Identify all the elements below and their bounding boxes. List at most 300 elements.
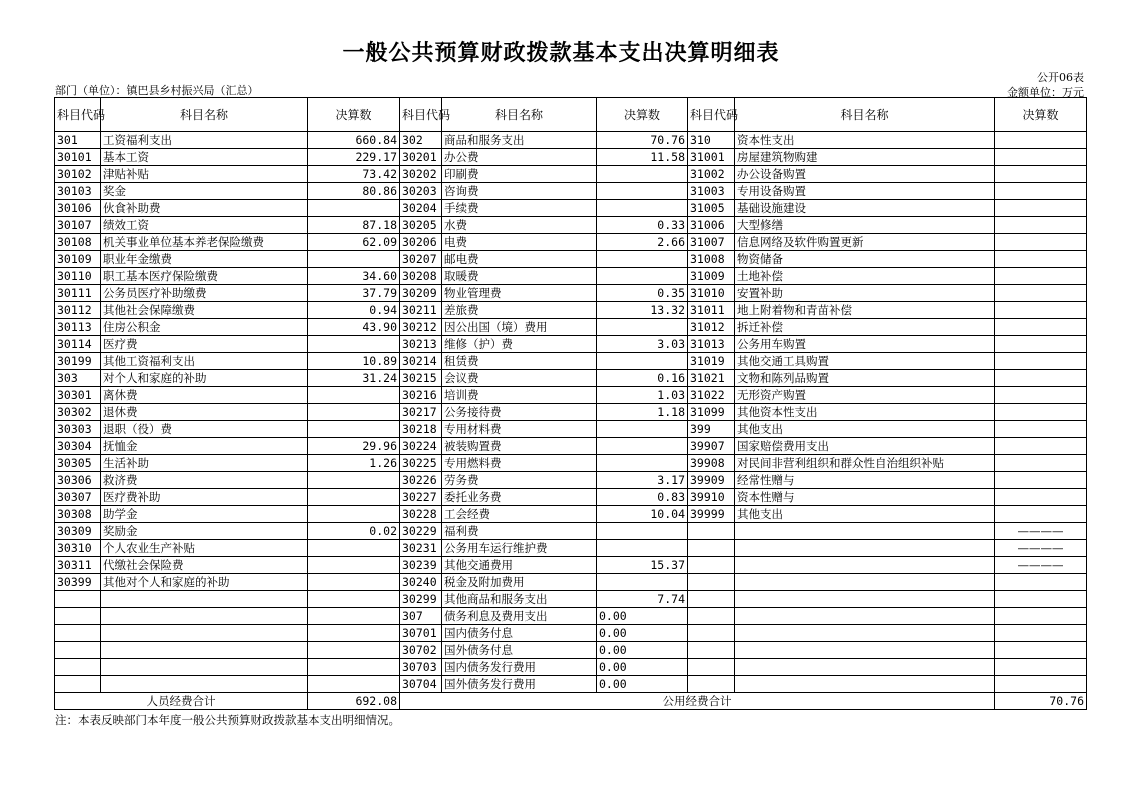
row-name-1: 奖金	[101, 183, 308, 200]
row-name-1: 个人农业生产补贴	[101, 540, 308, 557]
row-name-3: 资本性赠与	[735, 489, 995, 506]
row-amount-2: 7.74	[597, 591, 688, 608]
row-code-3: 39999	[688, 506, 735, 523]
row-name-3: 专用设备购置	[735, 183, 995, 200]
row-code-2: 30224	[400, 438, 442, 455]
row-name-1: 其他对个人和家庭的补助	[101, 574, 308, 591]
row-amount-2	[597, 183, 688, 200]
row-name-3: 物资储备	[735, 251, 995, 268]
row-amount-2	[597, 251, 688, 268]
row-name-3	[735, 557, 995, 574]
row-amount-3	[995, 472, 1087, 489]
table-row	[55, 217, 1087, 234]
row-name-3: 房屋建筑物购建	[735, 149, 995, 166]
row-code-3: 31002	[688, 166, 735, 183]
header-name-3: 科目名称	[735, 98, 995, 132]
row-code-3	[688, 608, 735, 625]
row-name-3: 资本性支出	[735, 132, 995, 149]
table-row	[55, 132, 1087, 149]
row-name-3: 国家赔偿费用支出	[735, 438, 995, 455]
row-code-3: 39908	[688, 455, 735, 472]
row-code-1: 30304	[55, 438, 101, 455]
table-row	[55, 591, 1087, 608]
row-amount-2: 2.66	[597, 234, 688, 251]
row-amount-3	[995, 251, 1087, 268]
row-code-1: 30307	[55, 489, 101, 506]
header-name-2: 科目名称	[442, 98, 597, 132]
row-code-1	[55, 608, 101, 625]
row-code-1: 30111	[55, 285, 101, 302]
row-name-1: 其他工资福利支出	[101, 353, 308, 370]
row-code-1: 30106	[55, 200, 101, 217]
row-name-3	[735, 591, 995, 608]
row-code-3	[688, 540, 735, 557]
row-code-1: 30306	[55, 472, 101, 489]
row-code-3	[688, 574, 735, 591]
table-row	[55, 149, 1087, 166]
row-name-2: 差旅费	[442, 302, 597, 319]
row-code-1	[55, 659, 101, 676]
row-amount-2: 15.37	[597, 557, 688, 574]
row-amount-3	[995, 438, 1087, 455]
row-name-1: 对个人和家庭的补助	[101, 370, 308, 387]
row-name-2: 会议费	[442, 370, 597, 387]
row-code-1: 30399	[55, 574, 101, 591]
row-name-2: 物业管理费	[442, 285, 597, 302]
row-name-2: 商品和服务支出	[442, 132, 597, 149]
row-code-1: 30114	[55, 336, 101, 353]
row-code-3: 39907	[688, 438, 735, 455]
row-name-2: 因公出国（境）费用	[442, 319, 597, 336]
row-amount-1: 80.86	[308, 183, 400, 200]
row-amount-1: 34.60	[308, 268, 400, 285]
row-name-1: 退职（役）费	[101, 421, 308, 438]
row-code-1	[55, 642, 101, 659]
row-amount-2	[597, 200, 688, 217]
row-name-3: 公务用车购置	[735, 336, 995, 353]
row-name-1: 伙食补助费	[101, 200, 308, 217]
row-amount-1	[308, 421, 400, 438]
table-row	[55, 625, 1087, 642]
row-name-1: 代缴社会保险费	[101, 557, 308, 574]
row-code-3: 31001	[688, 149, 735, 166]
table-row	[55, 455, 1087, 472]
table-row	[55, 319, 1087, 336]
row-amount-2	[597, 523, 688, 540]
public-total-label: 公用经费合计	[400, 693, 995, 710]
row-name-2: 咨询费	[442, 183, 597, 200]
table-row	[55, 251, 1087, 268]
table-row	[55, 676, 1087, 693]
row-name-1	[101, 659, 308, 676]
row-code-3	[688, 557, 735, 574]
table-row	[55, 659, 1087, 676]
row-amount-2	[597, 421, 688, 438]
row-amount-3: ————	[995, 523, 1087, 540]
header-code-3: 科目代码	[688, 98, 735, 132]
row-code-3: 31022	[688, 387, 735, 404]
row-amount-1: 62.09	[308, 234, 400, 251]
row-code-3: 31010	[688, 285, 735, 302]
row-name-1: 医疗费补助	[101, 489, 308, 506]
row-name-1: 职工基本医疗保险缴费	[101, 268, 308, 285]
row-amount-2: 0.35	[597, 285, 688, 302]
row-amount-1: 87.18	[308, 217, 400, 234]
row-code-3: 31003	[688, 183, 735, 200]
row-code-1	[55, 591, 101, 608]
row-amount-2	[597, 319, 688, 336]
row-name-3: 地上附着物和青苗补偿	[735, 302, 995, 319]
row-code-3	[688, 659, 735, 676]
row-code-1	[55, 676, 101, 693]
personnel-total-value: 692.08	[308, 693, 400, 710]
row-name-3	[735, 625, 995, 642]
row-amount-1	[308, 200, 400, 217]
row-code-3	[688, 523, 735, 540]
row-amount-1	[308, 387, 400, 404]
row-code-1: 30309	[55, 523, 101, 540]
row-name-1	[101, 625, 308, 642]
row-name-3: 土地补偿	[735, 268, 995, 285]
row-amount-1	[308, 540, 400, 557]
page-title: 一般公共预算财政拨款基本支出决算明细表	[342, 40, 780, 66]
row-code-2: 30239	[400, 557, 442, 574]
row-code-3: 31011	[688, 302, 735, 319]
row-amount-3	[995, 591, 1087, 608]
row-code-1: 30108	[55, 234, 101, 251]
row-code-3	[688, 591, 735, 608]
row-code-1: 30107	[55, 217, 101, 234]
row-code-2: 30203	[400, 183, 442, 200]
row-name-3: 其他交通工具购置	[735, 353, 995, 370]
row-name-2: 其他交通费用	[442, 557, 597, 574]
row-name-2: 公务用车运行维护费	[442, 540, 597, 557]
table-header-row	[55, 98, 1087, 132]
row-amount-3	[995, 387, 1087, 404]
table-row	[55, 370, 1087, 387]
row-code-2: 30240	[400, 574, 442, 591]
department-label: 部门（单位）：镇巴县乡村振兴局（汇总）	[55, 84, 259, 97]
row-amount-1	[308, 625, 400, 642]
row-name-1: 其他社会保障缴费	[101, 302, 308, 319]
row-amount-1	[308, 574, 400, 591]
row-amount-3	[995, 234, 1087, 251]
unit-label: 金额单位：万元	[1007, 86, 1084, 99]
row-code-2: 30225	[400, 455, 442, 472]
form-number: 公开06表	[1037, 71, 1084, 84]
row-code-2: 30202	[400, 166, 442, 183]
personnel-total-label: 人员经费合计	[55, 693, 308, 710]
row-name-1	[101, 591, 308, 608]
row-code-2: 302	[400, 132, 442, 149]
row-name-1: 退休费	[101, 404, 308, 421]
row-name-2: 国外债务付息	[442, 642, 597, 659]
table-row	[55, 540, 1087, 557]
row-amount-2: 0.16	[597, 370, 688, 387]
row-amount-1	[308, 506, 400, 523]
row-code-1: 30110	[55, 268, 101, 285]
row-name-2: 劳务费	[442, 472, 597, 489]
row-name-3: 无形资产购置	[735, 387, 995, 404]
row-amount-1	[308, 489, 400, 506]
row-amount-3	[995, 319, 1087, 336]
row-code-2: 30701	[400, 625, 442, 642]
row-amount-3	[995, 370, 1087, 387]
row-name-3: 其他资本性支出	[735, 404, 995, 421]
row-code-1: 30113	[55, 319, 101, 336]
row-name-1: 医疗费	[101, 336, 308, 353]
row-name-3: 文物和陈列品购置	[735, 370, 995, 387]
row-code-3: 31007	[688, 234, 735, 251]
totals-row	[55, 693, 1087, 710]
table-body	[55, 132, 1087, 693]
row-code-2: 30226	[400, 472, 442, 489]
table-row	[55, 421, 1087, 438]
header-code-1: 科目代码	[55, 98, 101, 132]
table-row	[55, 642, 1087, 659]
row-name-1: 工资福利支出	[101, 132, 308, 149]
row-code-1: 30101	[55, 149, 101, 166]
row-name-1: 津贴补贴	[101, 166, 308, 183]
row-amount-3	[995, 268, 1087, 285]
table-row	[55, 506, 1087, 523]
table-row	[55, 489, 1087, 506]
row-code-1: 30308	[55, 506, 101, 523]
row-amount-3	[995, 183, 1087, 200]
row-code-1: 30199	[55, 353, 101, 370]
row-code-1: 303	[55, 370, 101, 387]
table-row	[55, 404, 1087, 421]
row-code-2: 30212	[400, 319, 442, 336]
row-name-1: 职业年金缴费	[101, 251, 308, 268]
row-code-1: 30301	[55, 387, 101, 404]
row-name-2: 邮电费	[442, 251, 597, 268]
row-code-3: 31006	[688, 217, 735, 234]
row-code-1	[55, 625, 101, 642]
table-row	[55, 557, 1087, 574]
row-name-2: 维修（护）费	[442, 336, 597, 353]
row-amount-1	[308, 251, 400, 268]
row-amount-1: 0.94	[308, 302, 400, 319]
table-row	[55, 166, 1087, 183]
row-name-2: 工会经费	[442, 506, 597, 523]
table-row	[55, 523, 1087, 540]
row-amount-1: 29.96	[308, 438, 400, 455]
row-amount-2: 70.76	[597, 132, 688, 149]
row-amount-2	[597, 438, 688, 455]
row-name-3: 其他支出	[735, 506, 995, 523]
row-name-2: 电费	[442, 234, 597, 251]
row-name-2: 其他商品和服务支出	[442, 591, 597, 608]
table-row	[55, 285, 1087, 302]
row-name-3: 基础设施建设	[735, 200, 995, 217]
public-total-value: 70.76	[995, 693, 1087, 710]
row-amount-1	[308, 659, 400, 676]
row-amount-3	[995, 302, 1087, 319]
row-name-2: 委托业务费	[442, 489, 597, 506]
row-name-3: 拆迁补偿	[735, 319, 995, 336]
header-amount-3: 决算数	[995, 98, 1087, 132]
row-name-2: 国外债务发行费用	[442, 676, 597, 693]
row-code-2: 30205	[400, 217, 442, 234]
row-name-1: 救济费	[101, 472, 308, 489]
row-amount-3	[995, 353, 1087, 370]
row-name-2: 被装购置费	[442, 438, 597, 455]
table-row	[55, 438, 1087, 455]
row-code-2: 30217	[400, 404, 442, 421]
row-name-2: 税金及附加费用	[442, 574, 597, 591]
row-name-3: 其他支出	[735, 421, 995, 438]
table-row	[55, 472, 1087, 489]
row-amount-1: 31.24	[308, 370, 400, 387]
footnote: 注：本表反映部门本年度一般公共预算财政拨款基本支出明细情况。	[55, 713, 400, 727]
row-amount-1: 73.42	[308, 166, 400, 183]
row-code-2: 30299	[400, 591, 442, 608]
table-row	[55, 608, 1087, 625]
row-amount-3	[995, 149, 1087, 166]
row-amount-2	[597, 268, 688, 285]
row-amount-3	[995, 676, 1087, 693]
row-amount-2: 11.58	[597, 149, 688, 166]
row-name-3: 对民间非营利组织和群众性自治组织补贴	[735, 455, 995, 472]
row-name-1	[101, 642, 308, 659]
row-amount-3	[995, 642, 1087, 659]
row-amount-3	[995, 200, 1087, 217]
row-name-3: 安置补助	[735, 285, 995, 302]
row-name-2: 专用燃料费	[442, 455, 597, 472]
row-amount-2: 10.04	[597, 506, 688, 523]
row-name-2: 取暖费	[442, 268, 597, 285]
row-name-1: 住房公积金	[101, 319, 308, 336]
row-amount-1: 43.90	[308, 319, 400, 336]
table-row	[55, 183, 1087, 200]
row-code-2: 307	[400, 608, 442, 625]
row-amount-2: 0.33	[597, 217, 688, 234]
row-amount-1: 660.84	[308, 132, 400, 149]
row-amount-3	[995, 455, 1087, 472]
row-name-1: 绩效工资	[101, 217, 308, 234]
row-amount-3	[995, 285, 1087, 302]
row-amount-3: ————	[995, 557, 1087, 574]
row-name-2: 国内债务付息	[442, 625, 597, 642]
row-name-1	[101, 608, 308, 625]
row-code-3	[688, 642, 735, 659]
header-code-2: 科目代码	[400, 98, 442, 132]
row-code-2: 30228	[400, 506, 442, 523]
row-code-3: 31005	[688, 200, 735, 217]
row-name-1: 抚恤金	[101, 438, 308, 455]
table-row	[55, 387, 1087, 404]
row-code-3: 31013	[688, 336, 735, 353]
row-code-2: 30201	[400, 149, 442, 166]
row-name-3: 大型修缮	[735, 217, 995, 234]
table-row	[55, 234, 1087, 251]
row-name-1: 公务员医疗补助缴费	[101, 285, 308, 302]
row-amount-1: 10.89	[308, 353, 400, 370]
header-name-1: 科目名称	[101, 98, 308, 132]
row-amount-1	[308, 557, 400, 574]
row-name-3	[735, 523, 995, 540]
row-code-1: 30102	[55, 166, 101, 183]
row-code-2: 30702	[400, 642, 442, 659]
row-name-2: 公务接待费	[442, 404, 597, 421]
row-amount-3	[995, 489, 1087, 506]
row-amount-1	[308, 404, 400, 421]
expenditure-table	[54, 97, 1087, 710]
table-row	[55, 574, 1087, 591]
row-code-2: 30215	[400, 370, 442, 387]
row-amount-3	[995, 132, 1087, 149]
row-code-1: 30112	[55, 302, 101, 319]
row-code-2: 30206	[400, 234, 442, 251]
row-code-3: 31012	[688, 319, 735, 336]
row-amount-1	[308, 676, 400, 693]
row-name-2: 培训费	[442, 387, 597, 404]
header-amount-1: 决算数	[308, 98, 400, 132]
row-amount-2: 1.18	[597, 404, 688, 421]
row-name-3	[735, 659, 995, 676]
row-code-1: 30305	[55, 455, 101, 472]
row-amount-1	[308, 472, 400, 489]
row-code-3	[688, 676, 735, 693]
row-name-2: 国内债务发行费用	[442, 659, 597, 676]
row-amount-2: 13.32	[597, 302, 688, 319]
row-code-2: 30214	[400, 353, 442, 370]
row-amount-2: 0.83	[597, 489, 688, 506]
row-code-1: 30302	[55, 404, 101, 421]
row-code-2: 30208	[400, 268, 442, 285]
row-name-2: 印刷费	[442, 166, 597, 183]
row-name-3	[735, 676, 995, 693]
row-amount-3	[995, 625, 1087, 642]
row-amount-2	[597, 353, 688, 370]
row-code-2: 30229	[400, 523, 442, 540]
row-amount-1: 37.79	[308, 285, 400, 302]
row-amount-1	[308, 642, 400, 659]
row-name-3	[735, 574, 995, 591]
row-amount-2: 0.00	[597, 625, 688, 642]
row-code-2: 30209	[400, 285, 442, 302]
row-amount-1: 0.02	[308, 523, 400, 540]
row-name-2: 专用材料费	[442, 421, 597, 438]
row-code-3: 31099	[688, 404, 735, 421]
row-code-2: 30216	[400, 387, 442, 404]
table-row	[55, 200, 1087, 217]
row-code-3: 31008	[688, 251, 735, 268]
row-amount-2: 0.00	[597, 676, 688, 693]
row-code-2: 30213	[400, 336, 442, 353]
row-amount-2: 3.17	[597, 472, 688, 489]
row-code-1: 30109	[55, 251, 101, 268]
row-name-1: 助学金	[101, 506, 308, 523]
row-code-1: 30310	[55, 540, 101, 557]
row-amount-2: 1.03	[597, 387, 688, 404]
table-row	[55, 302, 1087, 319]
row-code-2: 30211	[400, 302, 442, 319]
table-row	[55, 353, 1087, 370]
header-amount-2: 决算数	[597, 98, 688, 132]
row-code-1: 30103	[55, 183, 101, 200]
row-amount-1: 229.17	[308, 149, 400, 166]
table-row	[55, 336, 1087, 353]
row-amount-2: 0.00	[597, 659, 688, 676]
row-code-3: 31019	[688, 353, 735, 370]
row-amount-2	[597, 574, 688, 591]
row-amount-3	[995, 506, 1087, 523]
row-code-2: 30204	[400, 200, 442, 217]
row-name-1	[101, 676, 308, 693]
row-code-2: 30218	[400, 421, 442, 438]
